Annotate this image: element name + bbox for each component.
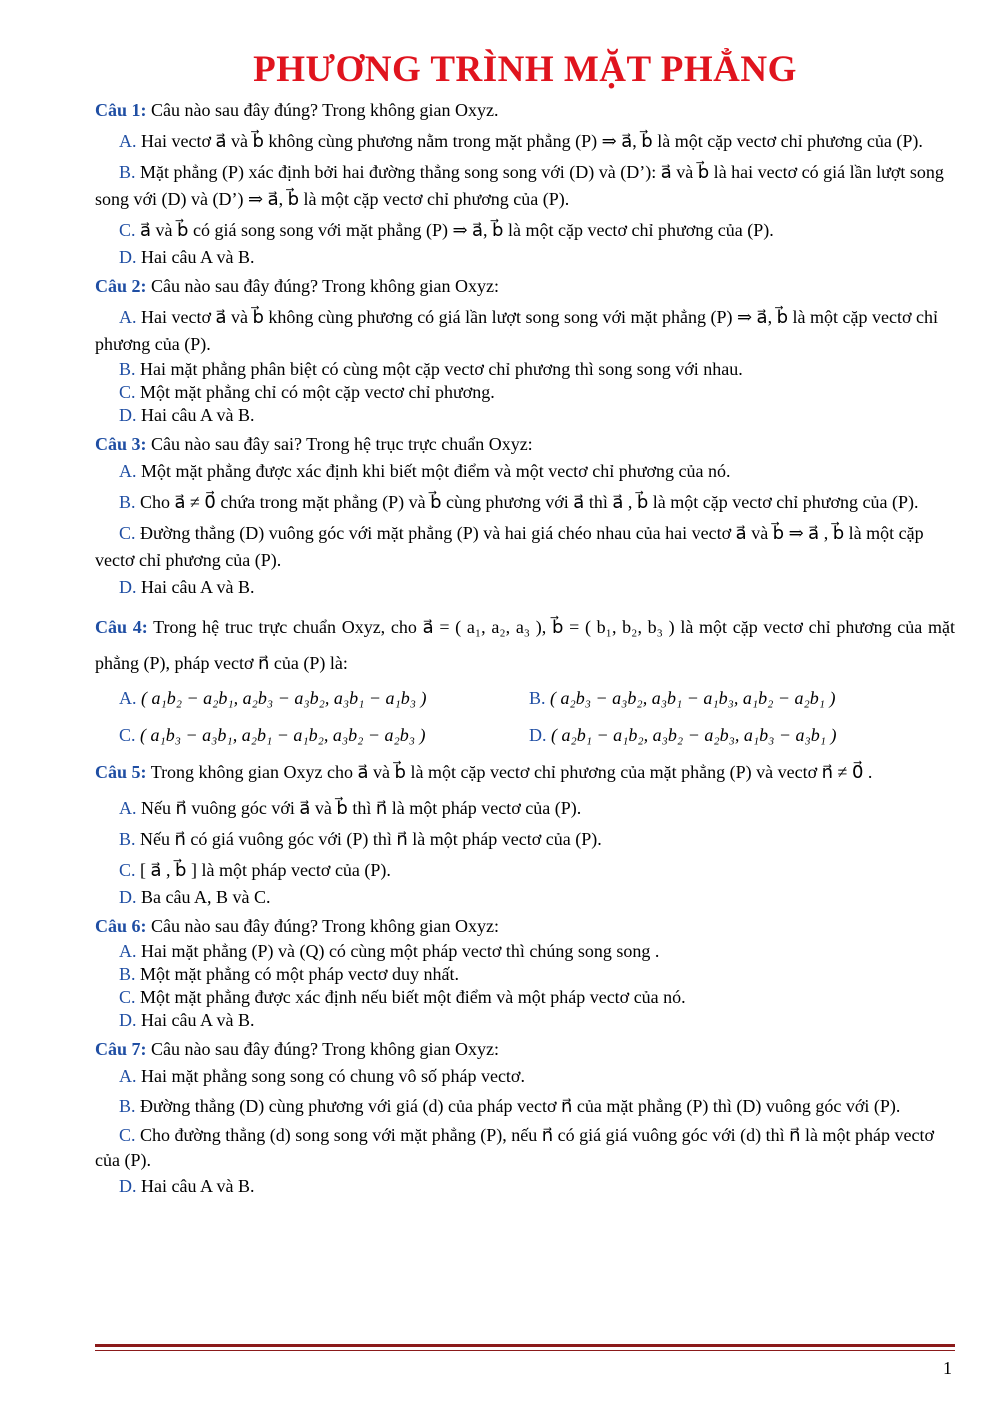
- question-stem: Câu nào sau đây sai? Trong hệ trục trực chuẩn Oxyz:: [151, 434, 533, 454]
- question-stem: Câu nào sau đây đúng? Trong không gian Oxyz:: [151, 1039, 499, 1059]
- question-label: Câu 6:: [95, 916, 147, 936]
- question-stem: Câu nào sau đây đúng? Trong không gian Oxyz:: [151, 276, 499, 296]
- page-number: 1: [943, 1358, 952, 1378]
- question-6: [95, 913, 955, 1032]
- question-label: Câu 2:: [95, 276, 147, 296]
- question-4: [95, 609, 955, 749]
- option-c: C. Cho đường thẳng (d) song song với mặt phẳng (P), nếu n⃗ có giá giá vuông góc với (d) thì n⃗ là một pháp vectơ của (P).: [95, 1125, 935, 1170]
- option-c: C. Một mặt phẳng được xác định nếu biết một điểm và một pháp vectơ của nó.: [119, 987, 686, 1007]
- option-b: B. Đường thẳng (D) cùng phương với giá (d) của pháp vectơ n⃗ của mặt phẳng (P) thì (D) vuông góc với (P).: [119, 1096, 901, 1116]
- question-stem: Trong không gian Oxyz cho a⃗ và b⃗ là một cặp vectơ chỉ phương của mặt phẳng (P) và vectơ n⃗ ≠ 0⃗ .: [150, 762, 873, 782]
- question-2: [95, 273, 955, 427]
- option-b: B. ( a₂b₃ − a₃b₂, a₃b₁ − a₁b₃, a₁b₂ − a₂b₁ ): [529, 688, 836, 708]
- question-1: [95, 97, 955, 271]
- option-d: D. ( a₂b₁ − a₁b₂, a₃b₂ − a₂b₃, a₁b₃ − a₃b₁ ): [529, 725, 837, 745]
- question-label: Câu 4:: [95, 617, 148, 637]
- options-row-1: [95, 685, 955, 712]
- option-d: D. Hai câu A và B.: [119, 405, 255, 425]
- option-b: B. Cho a⃗ ≠ 0⃗ chứa trong mặt phẳng (P) và b⃗ cùng phương với a⃗ thì a⃗ , b⃗ là một cặp vectơ chỉ phương của (P).: [119, 492, 919, 512]
- option-c: C. ( a₁b₃ − a₃b₁, a₂b₁ − a₁b₂, a₃b₂ − a₂b₃ ): [119, 725, 426, 745]
- option-d: D. Hai câu A và B.: [119, 1176, 255, 1196]
- option-d: D. Ba câu A, B và C.: [119, 887, 271, 907]
- option-a: A. Hai vectơ a⃗ và b⃗ không cùng phương nằm trong mặt phẳng (P) ⇒ a⃗, b⃗ là một cặp vectơ chỉ phương của (P).: [119, 131, 923, 151]
- option-b: B. Một mặt phẳng có một pháp vectơ duy nhất.: [119, 964, 459, 984]
- question-label: Câu 7:: [95, 1039, 147, 1059]
- option-c: C. a⃗ và b⃗ có giá song song với mặt phẳng (P) ⇒ a⃗, b⃗ là một cặp vectơ chỉ phương của (P).: [119, 220, 774, 240]
- option-c: C. [ a⃗ , b⃗ ] là một pháp vectơ của (P).: [119, 860, 391, 880]
- question-3: [95, 431, 955, 601]
- option-b: B. Hai mặt phẳng phân biệt có cùng một cặp vectơ chỉ phương thì song song với nhau.: [119, 359, 743, 379]
- options-row-2: [95, 722, 955, 749]
- question-7: [95, 1036, 955, 1200]
- question-stem: Trong hệ truc trực chuẩn Oxyz, cho a⃗ = ( a₁, a₂, a₃ ), b⃗ = ( b₁, b₂, b₃ ) là một cặp vectơ chỉ phương của mặt phẳng (P), pháp vectơ n⃗ của (P) là:: [95, 617, 955, 673]
- question-label: Câu 5:: [95, 762, 147, 782]
- option-a: A. ( a₁b₂ − a₂b₁, a₂b₃ − a₃b₂, a₃b₁ − a₁b₃ ): [119, 688, 427, 708]
- document-page: [95, 48, 955, 1200]
- option-d: D. Hai câu A và B.: [119, 577, 255, 597]
- option-b: B. Nếu n⃗ có giá vuông góc với (P) thì n⃗ là một pháp vectơ của (P).: [119, 829, 602, 849]
- question-stem: Câu nào sau đây đúng? Trong không gian Oxyz.: [151, 100, 499, 120]
- footer-rule-thin: [95, 1350, 955, 1351]
- page-title: PHƯƠNG TRÌNH MẶT PHẲNG: [253, 49, 797, 90]
- footer-rule: [95, 1344, 955, 1347]
- option-b: B. Mặt phẳng (P) xác định bởi hai đường thẳng song song với (D) và (D’): a⃗ và b⃗ là hai vectơ có giá lần lượt song song với (D) và (D’) ⇒ a⃗, b⃗ là một cặp vectơ chỉ phương của (P).: [95, 162, 944, 209]
- option-c: C. Một mặt phẳng chỉ có một cặp vectơ chỉ phương.: [119, 382, 495, 402]
- option-a: A. Một mặt phẳng được xác định khi biết một điểm và một vectơ chỉ phương của nó.: [119, 461, 731, 481]
- option-c: C. Đường thẳng (D) vuông góc với mặt phẳng (P) và hai giá chéo nhau của hai vectơ a⃗ và b⃗ ⇒ a⃗ , b⃗ là một cặp vectơ chỉ phương của (P).: [95, 523, 924, 570]
- option-a: A. Hai mặt phẳng song song có chung vô số pháp vectơ.: [119, 1066, 525, 1086]
- question-5: [95, 757, 955, 911]
- option-d: D. Hai câu A và B.: [119, 247, 255, 267]
- question-label: Câu 3:: [95, 434, 147, 454]
- question-label: Câu 1:: [95, 100, 147, 120]
- option-a: A. Hai mặt phẳng (P) và (Q) có cùng một pháp vectơ thì chúng song song .: [119, 941, 660, 961]
- option-a: A. Nếu n⃗ vuông góc với a⃗ và b⃗ thì n⃗ là một pháp vectơ của (P).: [119, 798, 582, 818]
- option-a: A. Hai vectơ a⃗ và b⃗ không cùng phương có giá lần lượt song song với mặt phẳng (P) ⇒ a⃗, b⃗ là một cặp vectơ chỉ phương của (P).: [95, 307, 938, 354]
- question-stem: Câu nào sau đây đúng? Trong không gian Oxyz:: [151, 916, 499, 936]
- option-d: D. Hai câu A và B.: [119, 1010, 255, 1030]
